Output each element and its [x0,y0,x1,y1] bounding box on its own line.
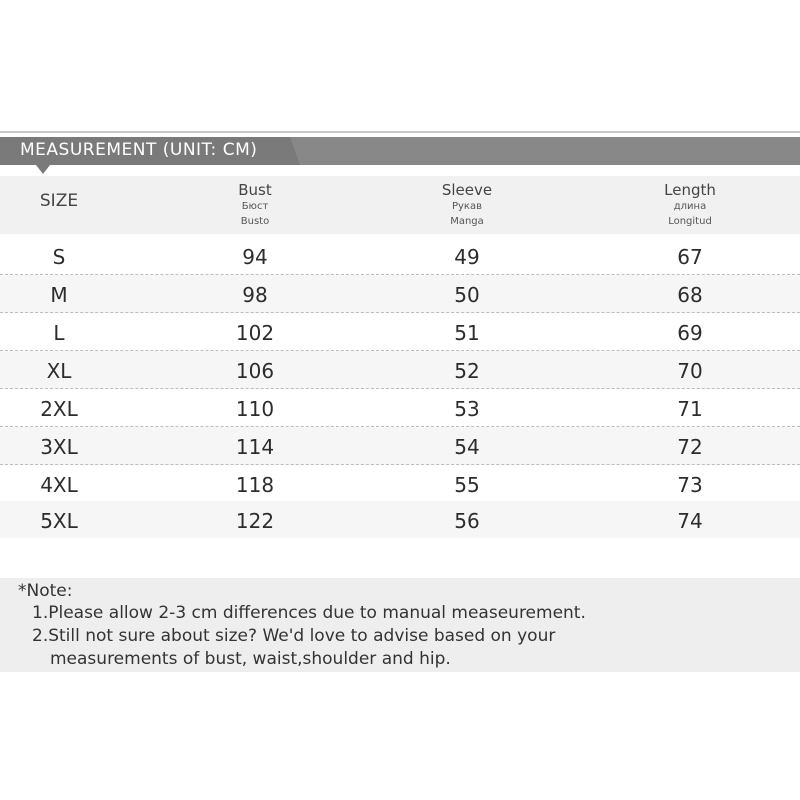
cell-size: XL [46,359,72,383]
header-sleeve-es: Manga [450,216,484,227]
cell-size: 2XL [40,397,78,421]
cell-length: 68 [677,283,703,307]
cell-size: S [52,245,66,269]
cell-bust: 106 [235,359,275,383]
header-bust-es: Busto [240,216,270,227]
cell-sleeve: 49 [454,245,480,269]
cell-sleeve: 55 [454,473,480,497]
cell-bust: 94 [242,245,268,269]
cell-length: 67 [677,245,703,269]
table-row [0,427,800,465]
cell-bust: 110 [235,397,275,421]
header-size: SIZE [39,191,79,211]
cell-bust: 98 [242,283,268,307]
note-line-2-cont: measurements of bust, waist,shoulder and hip. [50,649,451,669]
cell-sleeve: 53 [454,397,480,421]
cell-length: 71 [677,397,703,421]
cell-length: 70 [677,359,703,383]
note-title: *Note: [18,581,73,601]
cell-length: 69 [677,321,703,345]
table-row [0,275,800,313]
cell-sleeve: 56 [454,509,480,533]
banner-pointer-icon [36,165,50,174]
table-row [0,501,800,539]
cell-sleeve: 52 [454,359,480,383]
banner-title: MEASUREMENT (UNIT: CM) [20,140,258,160]
cell-bust: 122 [235,509,275,533]
header-length-es: Longitud [668,216,712,227]
header-bust: Bust [238,181,272,199]
cell-sleeve: 51 [454,321,480,345]
header-sleeve-ru: Рукав [451,201,482,212]
cell-sleeve: 54 [454,435,480,459]
table-footer-gap [0,538,800,578]
table-row [0,237,800,275]
cell-length: 72 [677,435,703,459]
note-line-2: 2.Still not sure about size? We'd love to advise based on your [32,626,556,646]
header-bust-ru: Бюст [241,201,269,212]
table-row [0,389,800,427]
cell-size: M [50,283,68,307]
cell-bust: 114 [235,435,275,459]
note-line-1: 1.Please allow 2-3 cm differences due to manual measeurement. [32,603,586,623]
table-row [0,313,800,351]
table-row [0,351,800,389]
cell-bust: 102 [235,321,275,345]
cell-size: 4XL [40,473,78,497]
cell-sleeve: 50 [454,283,480,307]
header-sleeve: Sleeve [441,181,493,199]
cell-bust: 118 [235,473,275,497]
cell-size: L [53,321,65,345]
header-length: Length [664,181,716,199]
cell-length: 74 [677,509,703,533]
table-row [0,465,800,503]
cell-size: 5XL [40,509,78,533]
top-divider [0,131,800,133]
cell-length: 73 [677,473,703,497]
cell-size: 3XL [40,435,78,459]
header-length-ru: длина [673,201,707,212]
